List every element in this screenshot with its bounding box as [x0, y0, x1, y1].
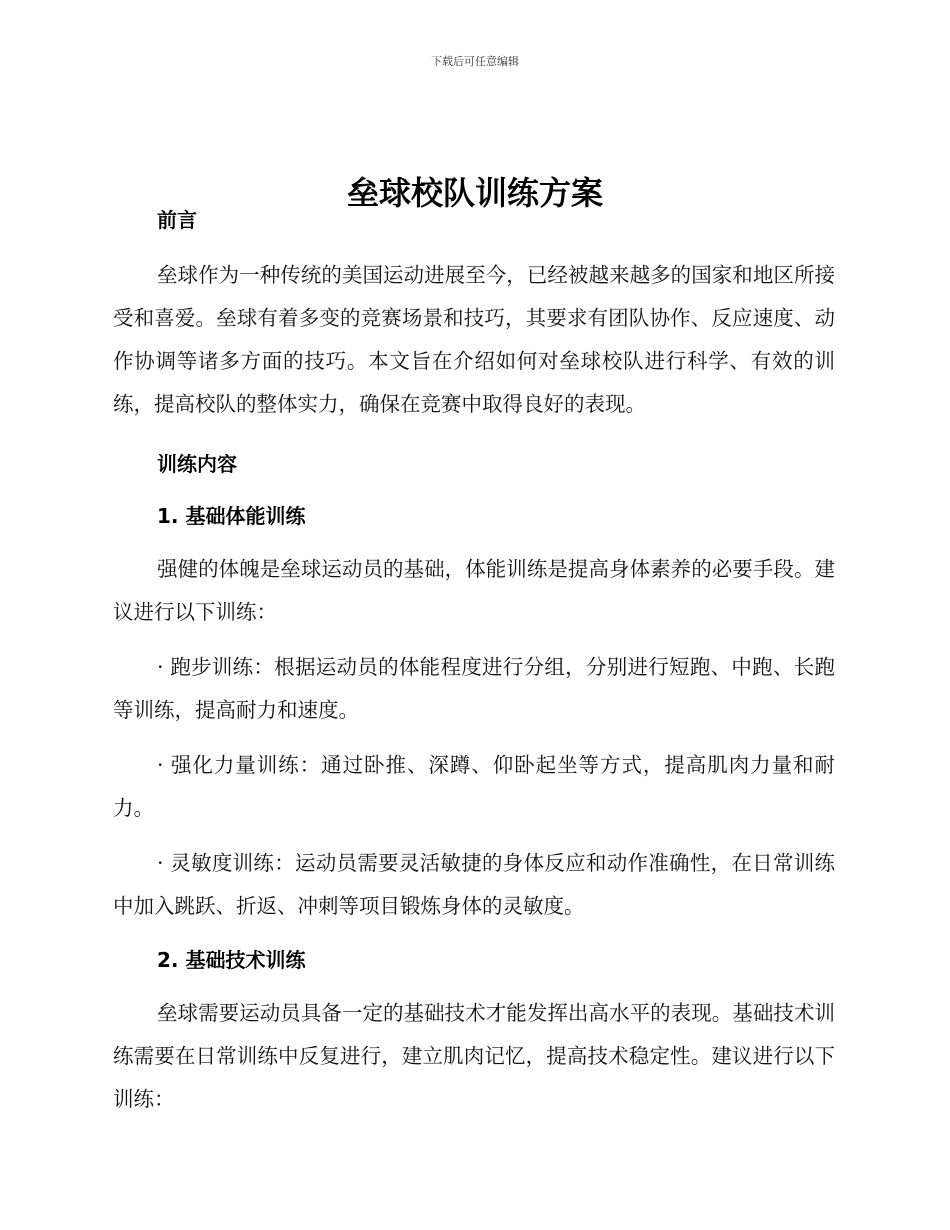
section-1-bullet-running: · 跑步训练：根据运动员的体能程度进行分组，分别进行短跑、中跑、长跑等训练，提高耐力和速度。 — [113, 655, 835, 722]
section-1-bullet-agility: · 灵敏度训练：运动员需要灵活敏捷的身体反应和动作准确性，在日常训练中加入跳跃、折返、冲刺等项目锻炼身体的灵敏度。 — [113, 851, 835, 918]
page-header: 下载后可任意编辑 — [431, 55, 519, 68]
preface-paragraph: 垒球作为一种传统的美国运动进展至今，已经被越来越多的国家和地区所接受和喜爱。垒球有着多变的竞赛场景和技巧，其要求有团队协作、反应速度、动作协调等诸多方面的技巧。本文旨在介绍如何对垒球校队进行科学、有效的训练，提高校队的整体实力，确保在竞赛中取得良好的表现。 — [113, 263, 835, 416]
training-content-heading: 训练内容 — [157, 452, 237, 476]
section-1-bullet-strength: · 强化力量训练：通过卧推、深蹲、仰卧起坐等方式，提高肌肉力量和耐力。 — [113, 753, 835, 820]
document-title: 垒球校队训练方案 — [346, 174, 603, 213]
preface-heading: 前言 — [157, 208, 197, 232]
section-2-intro: 垒球需要运动员具备一定的基础技术才能发挥出高水平的表现。基础技术训练需要在日常训练中反复进行，建立肌肉记忆，提高技术稳定性。建议进行以下训练： — [113, 1001, 835, 1111]
section-1-heading: 1. 基础体能训练 — [157, 504, 306, 528]
section-1-intro: 强健的体魄是垒球运动员的基础，体能训练是提高身体素养的必要手段。建议进行以下训练： — [113, 557, 835, 624]
section-2-heading: 2. 基础技术训练 — [157, 948, 306, 972]
document-body — [113, 200, 835, 1121]
